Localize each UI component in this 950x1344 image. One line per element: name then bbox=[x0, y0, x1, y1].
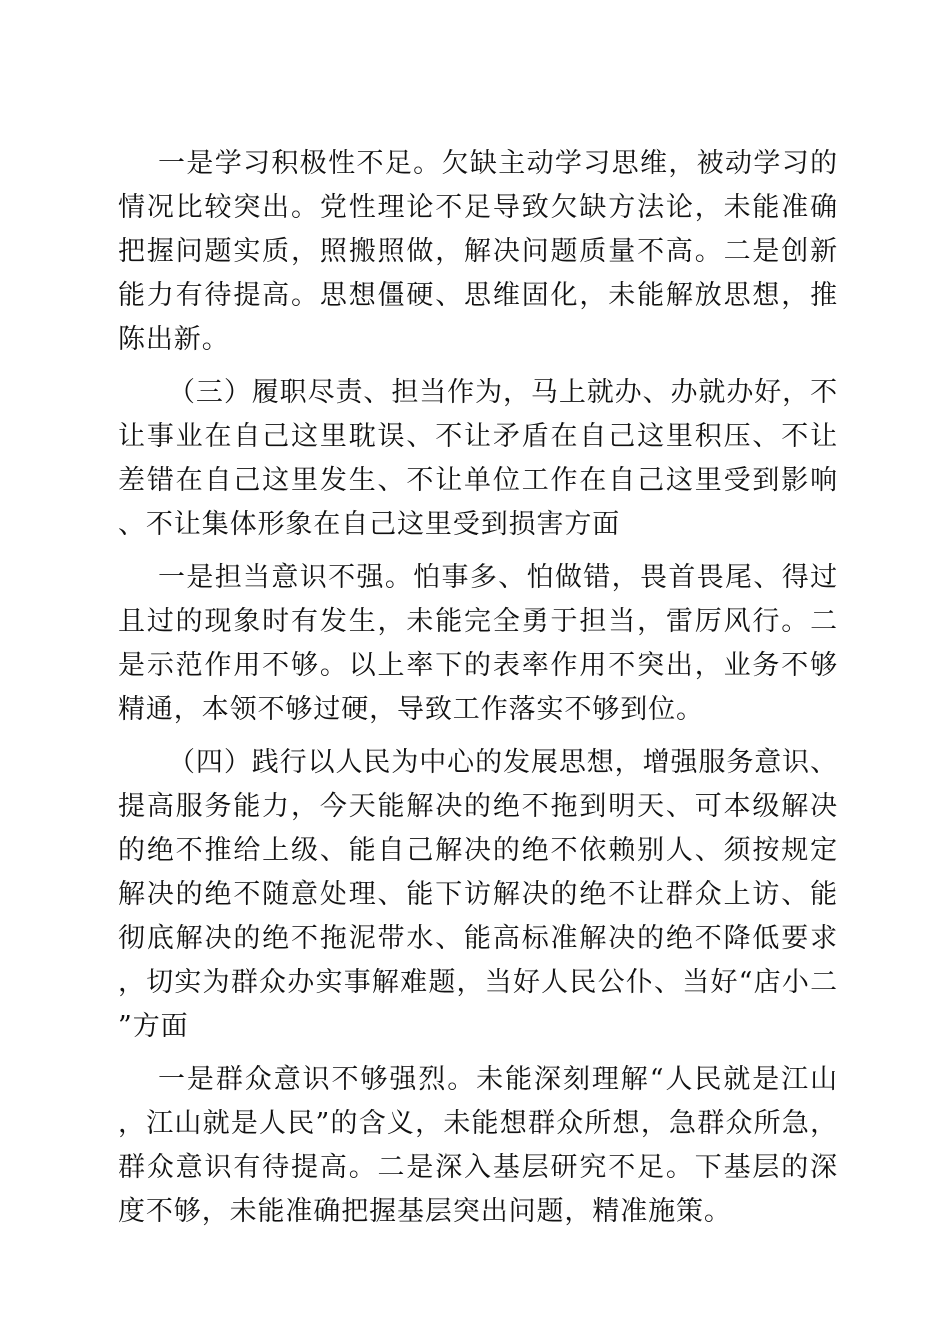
document-body bbox=[118, 142, 838, 1243]
paragraph-responsibility-issues: 一是担当意识不强。怕事多、怕做错，畏首畏尾、得过且过的现象时有发生，未能完全勇于担当，雷厉风行。二是示范作用不够。以上率下的表率作用不突出，业务不够精通，本领不够过硬，导致工作落实不够到位。 bbox=[118, 562, 838, 725]
paragraph-learning-issues: 一是学习积极性不足。欠缺主动学习思维，被动学习的情况比较突出。党性理论不足导致欠缺方法论，未能准确把握问题实质，照搬照做，解决问题质量不高。二是创新能力有待提高。思想僵硬、思维固化，未能解放思想，推陈出新。 bbox=[118, 148, 838, 355]
section-heading-three: （三）履职尽责、担当作为，马上就办、办就办好，不让事业在自己这里耽误、不让矛盾在自己这里积压、不让差错在自己这里发生、不让单位工作在自己这里受到影响、不让集体形象在自己这里受到损害方面 bbox=[118, 377, 838, 540]
section-heading-four: （四）践行以人民为中心的发展思想，增强服务意识、提高服务能力，今天能解决的绝不拖到明天、可本级解决的绝不推给上级、能自己解决的绝不依赖别人、须按规定解决的绝不随意处理、能下访解决的绝不让群众上访、能彻底解决的绝不拖泥带水、能高标准解决的绝不降低要求，切实为群众办实事解难题，当好人民公仆、当好“店小二”方面 bbox=[118, 747, 838, 1042]
paragraph-mass-awareness-issues: 一是群众意识不够强烈。未能深刻理解“人民就是江山，江山就是人民”的含义，未能想群众所想，急群众所急，群众意识有待提高。二是深入基层研究不足。下基层的深度不够，未能准确把握基层突出问题，精准施策。 bbox=[118, 1064, 838, 1227]
